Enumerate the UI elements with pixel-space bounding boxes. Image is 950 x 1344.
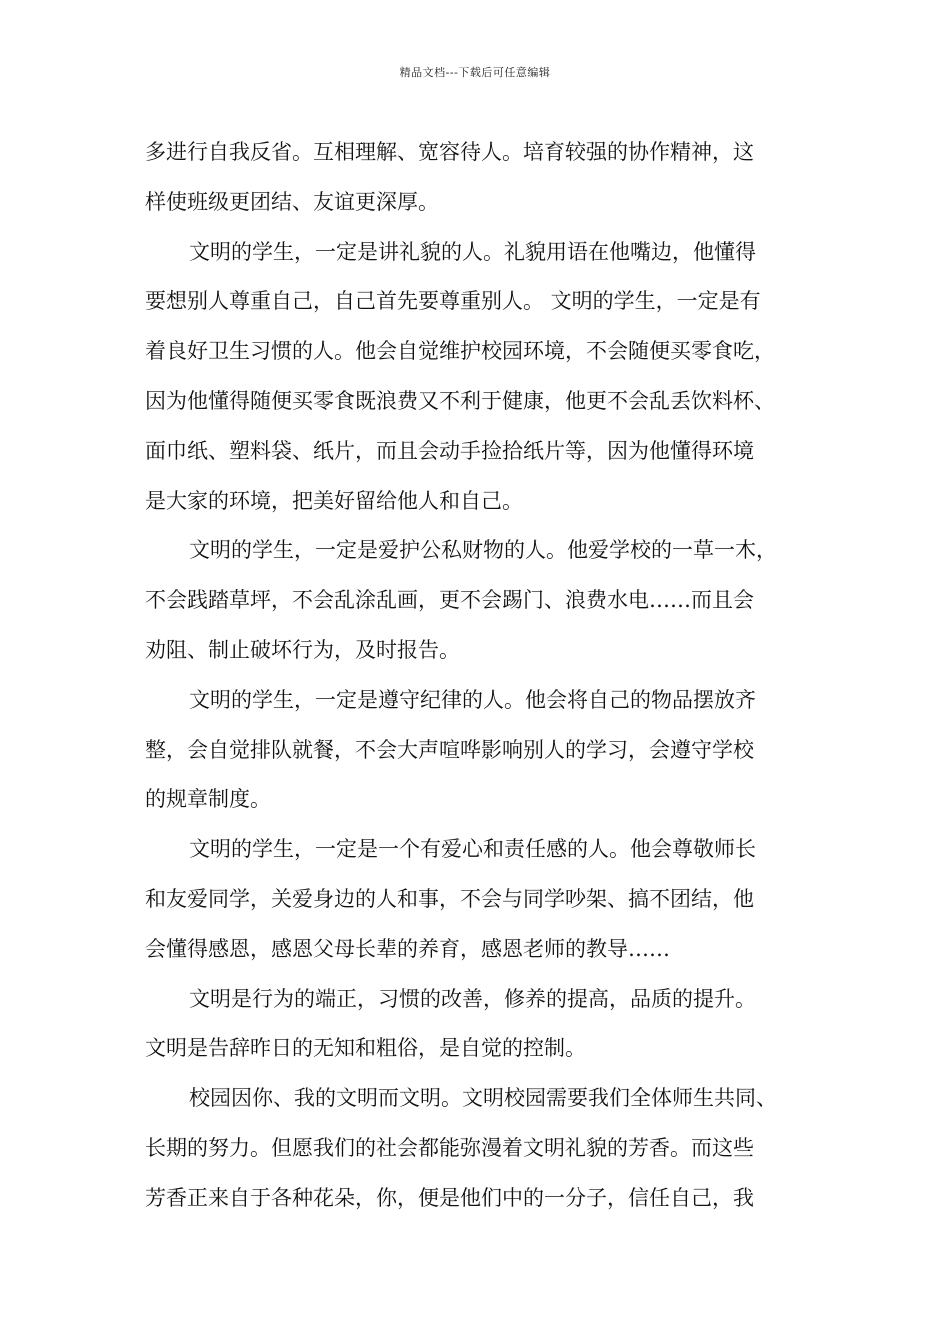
text-line: 文明的学生，一定是爱护公私财物的人。他爱学校的一草一木， <box>189 538 777 563</box>
text-line: 劝阻、制止破坏行为，及时报告。 <box>145 637 460 662</box>
text-line: 因为他懂得随便买零食既浪费又不利于健康，他更不会乱丢饮料杯、 <box>145 388 775 413</box>
text-line: 样使班级更团结、友谊更深厚。 <box>145 189 439 214</box>
text-line: 和友爱同学，关爱身边的人和事，不会与同学吵架、搞不团结，他 <box>145 886 754 911</box>
text-line: 面巾纸、塑料袋、纸片，而且会动手捡拾纸片等，因为他懂得环境 <box>145 438 754 463</box>
text-line: 文明是告辞昨日的无知和粗俗，是自觉的控制。 <box>145 1036 586 1061</box>
text-line: 文明的学生，一定是一个有爱心和责任感的人。他会尊敬师长 <box>189 837 756 862</box>
text-line: 长期的努力。但愿我们的社会都能弥漫着文明礼貌的芳香。而这些 <box>145 1135 754 1160</box>
page-header: 精品文档---下载后可任意编辑 <box>399 66 551 79</box>
text-line: 是大家的环境，把美好留给他人和自己。 <box>145 488 523 513</box>
text-line: 多进行自我反省。互相理解、宽容待人。培育较强的协作精神，这 <box>145 140 754 164</box>
text-line: 会懂得感恩，感恩父母长辈的养育，感恩老师的教导…… <box>145 936 670 961</box>
text-line: 文明的学生，一定是遵守纪律的人。他会将自己的物品摆放齐 <box>189 687 756 712</box>
text-line: 芳香正来自于各种花朵，你，便是他们中的一分子，信任自己，我 <box>145 1185 754 1210</box>
text-line: 不会践踏草坪，不会乱涂乱画，更不会踢门、浪费水电……而且会 <box>145 588 754 613</box>
text-line: 要想别人尊重自己，自己首先要尊重别人。 文明的学生，一定是有 <box>145 289 761 314</box>
text-line: 的规章制度。 <box>145 787 271 812</box>
text-line: 文明的学生，一定是讲礼貌的人。礼貌用语在他嘴边，他懂得 <box>189 239 756 264</box>
document-body <box>145 128 810 1224</box>
text-line: 校园因你、我的文明而文明。文明校园需要我们全体师生共同、 <box>189 1086 777 1111</box>
text-line: 整，会自觉排队就餐，不会大声喧哗影响别人的学习，会遵守学校 <box>145 737 754 762</box>
text-line: 文明是行为的端正，习惯的改善，修养的提高，品质的提升。 <box>189 986 756 1011</box>
text-line: 着良好卫生习惯的人。他会自觉维护校园环境，不会随便买零食吃， <box>145 339 775 364</box>
